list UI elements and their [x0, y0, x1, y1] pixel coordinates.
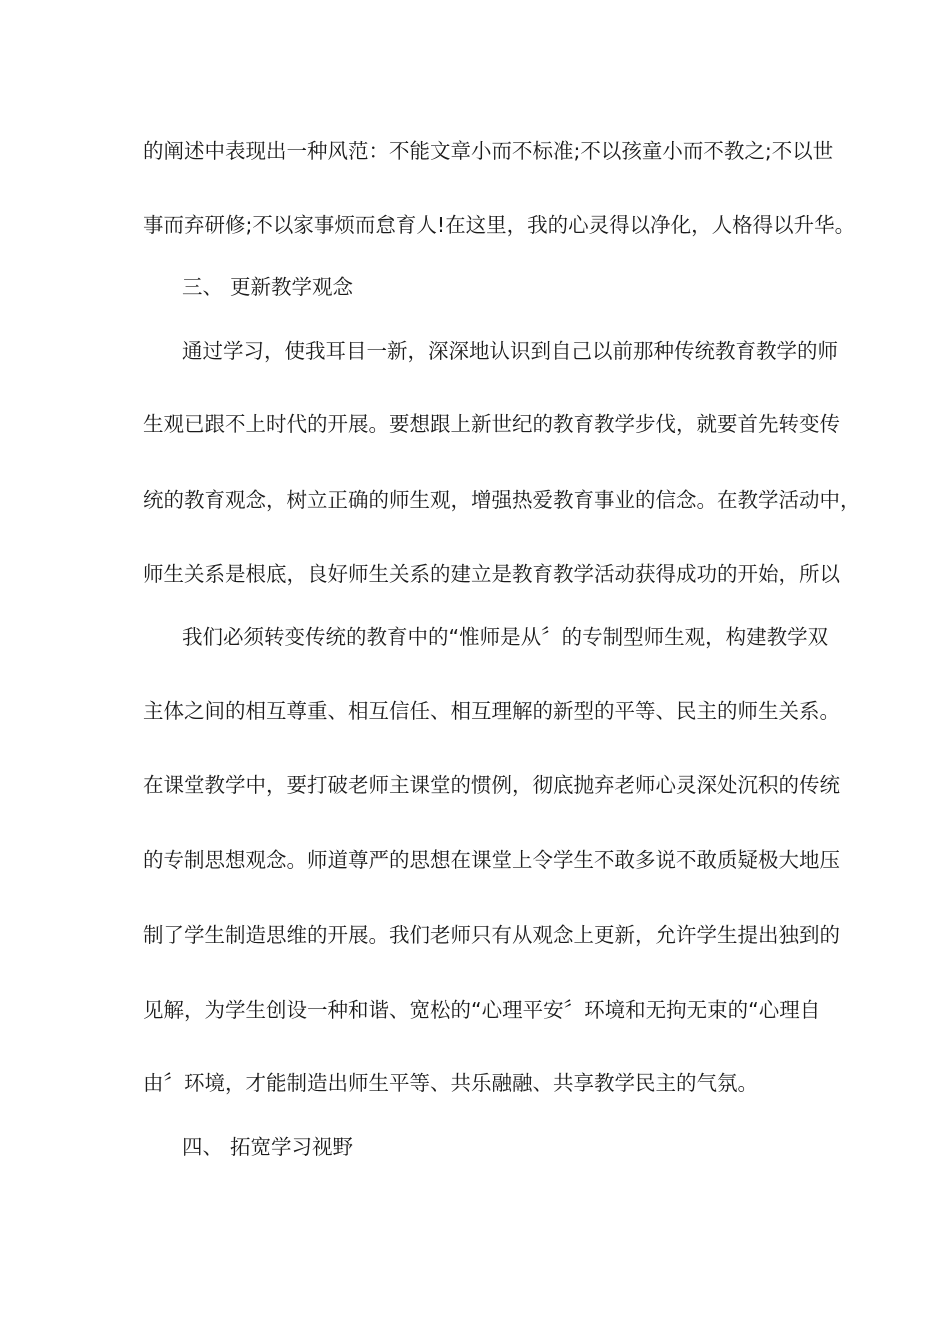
paragraph-line: 我们必须转变传统的教育中的“惟师是从〞的专制型师生观，构建教学双: [182, 625, 829, 649]
paragraph-line: 生观已跟不上时代的开展。要想跟上新世纪的教育教学步伐，就要首先转变传: [143, 412, 840, 436]
paragraph-line: 由〞环境，才能制造出师生平等、共乐融融、共享教学民主的气氛。: [143, 1071, 758, 1095]
paragraph-line: 事而弃研修;不以家事烦而怠育人!在这里，我的心灵得以净化，人格得以升华。: [143, 213, 856, 237]
paragraph-line: 在课堂教学中，要打破老师主课堂的惯例，彻底抛弃老师心灵深处沉积的传统: [143, 773, 840, 797]
section-heading-3: [182, 274, 353, 300]
paragraph-line: 的专制思想观念。师道尊严的思想在课堂上令学生不敢多说不敢质疑极大地压: [143, 848, 840, 872]
section-title: 更新教学观念: [230, 275, 353, 299]
paragraph-line: 通过学习，使我耳目一新，深深地认识到自己以前那种传统教育教学的师: [182, 339, 838, 363]
section-heading-4: [182, 1134, 353, 1160]
paragraph-line: 见解，为学生创设一种和谐、宽松的“心理平安〞环境和无拘无束的“心理自: [143, 998, 821, 1022]
section-number: 三、: [182, 275, 223, 299]
section-title: 拓宽学习视野: [230, 1135, 353, 1159]
paragraph-line: 师生关系是根底，良好师生关系的建立是教育教学活动获得成功的开始，所以: [143, 562, 840, 586]
section-number: 四、: [182, 1135, 223, 1159]
paragraph-line: 主体之间的相互尊重、相互信任、相互理解的新型的平等、民主的师生关系。: [143, 699, 840, 723]
paragraph-line: 统的教育观念，树立正确的师生观，增强热爱教育事业的信念。在教学活动中，: [143, 488, 861, 512]
paragraph-line: 制了学生制造思维的开展。我们老师只有从观念上更新，允许学生提出独到的: [143, 923, 840, 947]
paragraph-line: 的阐述中表现出一种风范：不能文章小而不标准;不以孩童小而不教之;不以世: [143, 139, 834, 163]
